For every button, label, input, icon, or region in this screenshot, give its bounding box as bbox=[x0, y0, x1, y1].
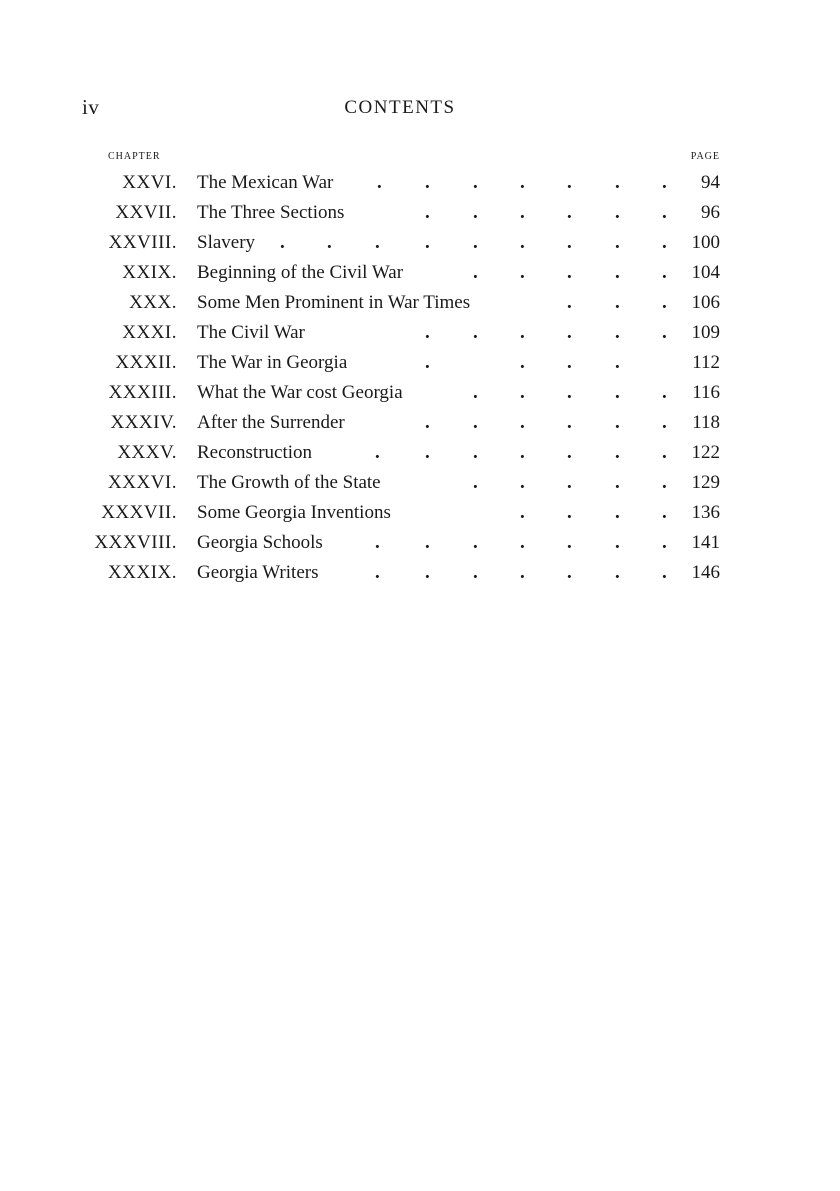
page-reference: 96 bbox=[701, 202, 720, 223]
toc-entry bbox=[0, 168, 840, 198]
page-reference: 116 bbox=[692, 382, 720, 403]
dot-leader: . . . . bbox=[520, 502, 667, 523]
dot-leader: . . . . . bbox=[473, 262, 667, 283]
chapter-numeral: XXXV. bbox=[117, 442, 177, 463]
page-reference: 141 bbox=[691, 532, 720, 553]
dot-leader: . . . . . . . bbox=[375, 562, 667, 583]
table-of-contents bbox=[0, 168, 840, 588]
chapter-column-heading: CHAPTER bbox=[108, 151, 161, 162]
page-reference: 112 bbox=[692, 352, 720, 373]
chapter-title: The War in Georgia bbox=[197, 352, 348, 373]
toc-entry bbox=[0, 318, 840, 348]
toc-entry bbox=[0, 258, 840, 288]
toc-entry bbox=[0, 438, 840, 468]
toc-entry bbox=[0, 498, 840, 528]
chapter-title: After the Surrender bbox=[197, 412, 345, 433]
chapter-numeral: XXXVI. bbox=[108, 472, 177, 493]
dot-leader: . . . . . . bbox=[425, 322, 667, 343]
page-reference: 122 bbox=[691, 442, 720, 463]
page-number: iv bbox=[82, 95, 100, 119]
toc-entry bbox=[0, 378, 840, 408]
page-reference: 118 bbox=[692, 412, 720, 433]
chapter-title: Slavery bbox=[197, 232, 256, 253]
chapter-numeral: XXX. bbox=[129, 292, 177, 313]
chapter-title: Georgia Writers bbox=[197, 562, 319, 583]
page-column-heading: PAGE bbox=[690, 151, 720, 162]
chapter-numeral: XXXII. bbox=[115, 352, 177, 373]
page-reference: 104 bbox=[691, 262, 720, 283]
chapter-numeral: XXXIV. bbox=[110, 412, 177, 433]
toc-entry bbox=[0, 288, 840, 318]
toc-entry bbox=[0, 198, 840, 228]
chapter-title: Beginning of the Civil War bbox=[197, 262, 404, 283]
dot-leader: . . . . . . . bbox=[375, 442, 667, 463]
toc-entry bbox=[0, 468, 840, 498]
chapter-numeral: XXVI. bbox=[122, 172, 177, 193]
chapter-title: What the War cost Georgia bbox=[197, 382, 403, 403]
chapter-title: Georgia Schools bbox=[197, 532, 323, 553]
chapter-title: The Growth of the State bbox=[197, 472, 381, 493]
chapter-title: Some Men Prominent in War Times bbox=[197, 292, 471, 313]
dot-leader: . . . bbox=[567, 292, 667, 313]
toc-entry bbox=[0, 228, 840, 258]
toc-entry bbox=[0, 408, 840, 438]
dot-leader: . . . . . bbox=[473, 382, 667, 403]
chapter-title: Some Georgia Inventions bbox=[197, 502, 391, 523]
toc-entry bbox=[0, 528, 840, 558]
chapter-numeral: XXVII. bbox=[115, 202, 177, 223]
page-reference: 129 bbox=[691, 472, 720, 493]
toc-entry bbox=[0, 558, 840, 588]
chapter-title: Reconstruction bbox=[197, 442, 313, 463]
dot-leader: . . . . . . . bbox=[375, 532, 667, 553]
toc-entry bbox=[0, 348, 840, 378]
page-reference: 100 bbox=[691, 232, 720, 253]
dot-leader: . . . . . . . bbox=[377, 172, 667, 193]
chapter-numeral: XXVIII. bbox=[108, 232, 177, 253]
dot-leader: . . . . . . bbox=[425, 202, 667, 223]
chapter-numeral: XXXI. bbox=[122, 322, 177, 343]
page-reference: 94 bbox=[701, 172, 720, 193]
chapter-title: The Civil War bbox=[197, 322, 305, 343]
chapter-numeral: XXXIII. bbox=[108, 382, 177, 403]
chapter-numeral: XXXIX. bbox=[108, 562, 177, 583]
chapter-numeral: XXIX. bbox=[122, 262, 177, 283]
dot-leader: . . . . . bbox=[473, 472, 667, 493]
running-head: CONTENTS bbox=[344, 97, 456, 118]
page-reference: 146 bbox=[691, 562, 720, 583]
chapter-title: The Mexican War bbox=[197, 172, 334, 193]
chapter-numeral: XXXVIII. bbox=[94, 532, 177, 553]
page-reference: 136 bbox=[691, 502, 720, 523]
chapter-title: The Three Sections bbox=[197, 202, 345, 223]
chapter-numeral: XXXVII. bbox=[101, 502, 177, 523]
dot-leader: . . . . . . . . . bbox=[280, 232, 667, 253]
dot-leader: . . . . bbox=[425, 352, 620, 373]
dot-leader: . . . . . . bbox=[425, 412, 667, 433]
page-reference: 106 bbox=[691, 292, 720, 313]
page-reference: 109 bbox=[691, 322, 720, 343]
